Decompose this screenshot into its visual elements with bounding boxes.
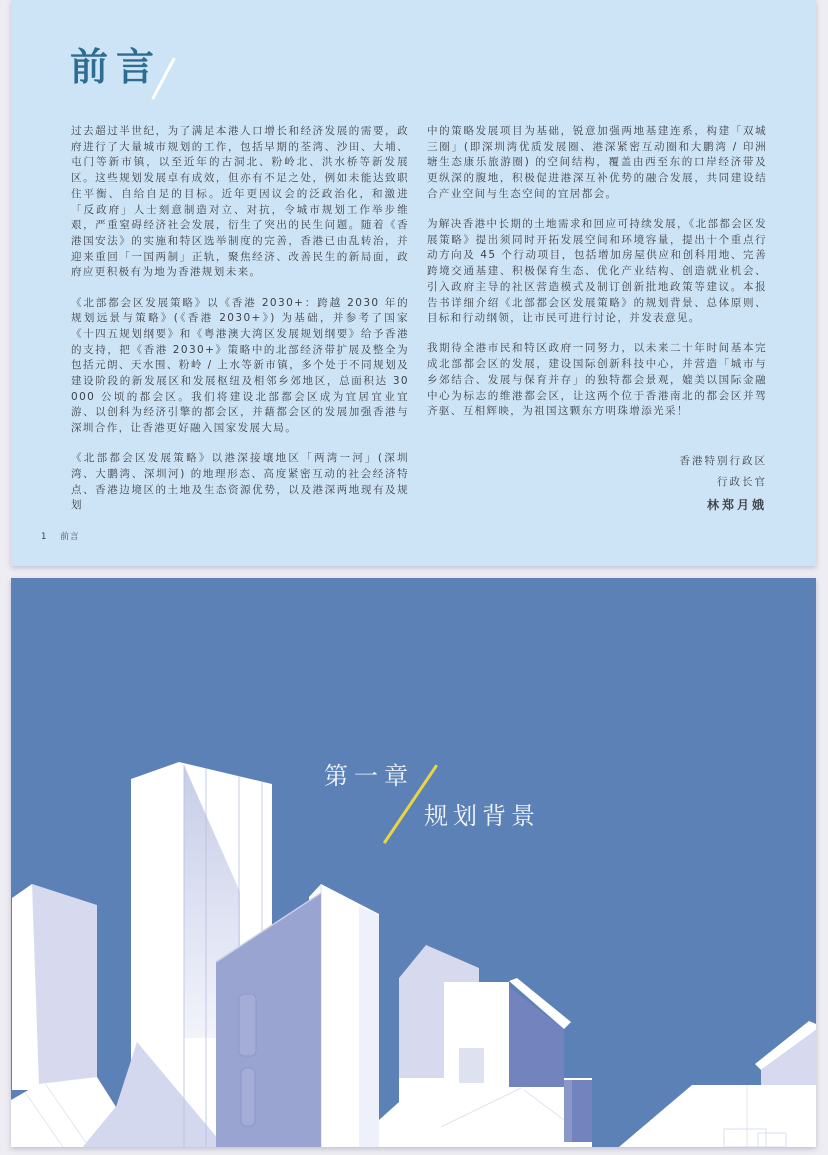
city-skyline-illustration (11, 578, 816, 1147)
paragraph: 《北部都会区发展策略》以《香港 2030+：跨越 2030 年的规划远景与策略》(《香港 2030+》) 为基础，并参考了国家《十四五规划纲要》和《粤港澳大湾区发展规划纲要》给予香港的支持，把《香港 2030+》策略中的北部经济带扩展及整全为包括元朗、天水围、粉岭 / 上水等新市镇，多个处于不同规划及建设阶段的新发展区和发展枢纽及相邻乡郊地区，总面积达 30 000 公顷的都会区。我们将建设北部都会区成为宜居宜业宜游、以创科为经济引擎的都会区，并藉都会区的发展加强香港与深圳合作，让香港更好融入国家发展大局。 (71, 296, 409, 435)
window-slot (239, 994, 256, 1056)
door (459, 1048, 484, 1083)
signature-role: 行政长官 (717, 476, 767, 488)
footer-section-label: 前言 (60, 532, 80, 542)
page-footer (41, 530, 79, 542)
window-slot (241, 1068, 255, 1126)
left-tower (11, 884, 116, 1147)
page-title: 前言 (70, 45, 163, 89)
paragraph: 《北部都会区发展策略》以港深接壤地区「两湾一河」(深圳湾、大鹏湾、深圳河) 的地理形态、高度紧密互动的社会经济特点、香港边境区的土地及生态资源优势，以及港深两地现有及规划 (71, 452, 409, 512)
chapter-title: 规划背景 (424, 802, 540, 830)
preface-page (11, 0, 816, 566)
signature-block (427, 451, 767, 516)
mid-buildings (379, 945, 592, 1147)
paragraph: 过去超过半世纪，为了满足本港人口增长和经济发展的需要，政府进行了大量城市规划的工作，包括早期的荃湾、沙田、大埔、屯门等新市镇，以至近年的古洞北、粉岭北、洪水桥等新发展区。这些规划发展卓有成效，但亦有不足之处，例如未能达致职住平衡、自给自足的目标。近年更因议会的泛政治化，和激进「反政府」人士刻意制造对立、对抗，令城市规划工作举步维艰，严重窒碍经济社会发展，衍生了突出的民生问题。随着《香港国安法》的实施和特区选举制度的完善，香港已由乱转治，并迎来重回「一国两制」正轨，聚焦经济、改善民生的新局面，政府应更积极有为地为香港规划未来。 (71, 125, 409, 279)
signature-name: 林郑月娥 (706, 498, 767, 512)
paragraph: 为解决香港中长期的土地需求和回应可持续发展，《北部都会区发展策略》提出须同时开拓发展空间和环境容量，提出十个重点行动方向及 45 个行动项目，包括增加房屋供应和创科用地、完善跨境交通基建、积极保育生态、优化产业结构、创造就业机会、引入政府主导的社区营造模式及制订创新批地政策等建议。本报告书详细介绍《北部都会区发展策略》的规划背景、总体原则、目标和行动纲领，让市民可进行讨论，并发表意见。 (427, 218, 767, 325)
preface-right-column (427, 124, 767, 434)
page-number: 1 (41, 532, 48, 542)
preface-left-column (71, 124, 409, 529)
signature-region: 香港特别行政区 (679, 455, 767, 467)
chapter-number: 第一章 (324, 762, 414, 790)
chapter-divider-page (11, 578, 816, 1147)
paragraph: 中的策略发展项目为基础，锐意加强两地基建连系，构建「双城三圈」(即深圳湾优质发展圈、港深紧密互动圈和大鹏湾 / 印洲塘生态康乐旅游圈) 的空间结构，覆盖由西至东的口岸经济带及更纵深的腹地，积极促进港深互补优势的融合发展，共同建设结合产业空间与生态空间的宜居都会。 (427, 125, 767, 200)
paragraph: 我期待全港市民和特区政府一同努力，以未来二十年时间基本完成北部都会区的发展，建设国际创新科技中心，并营造「城市与乡郊结合、发展与保育并存」的独特都会景观，媲美以国际金融中心为标志的维港都会区，让这两个位于香港南北的都会区并驾齐驱、互相辉映，为祖国这颗东方明珠增添光采！ (427, 342, 767, 418)
right-buildings (619, 1021, 816, 1147)
